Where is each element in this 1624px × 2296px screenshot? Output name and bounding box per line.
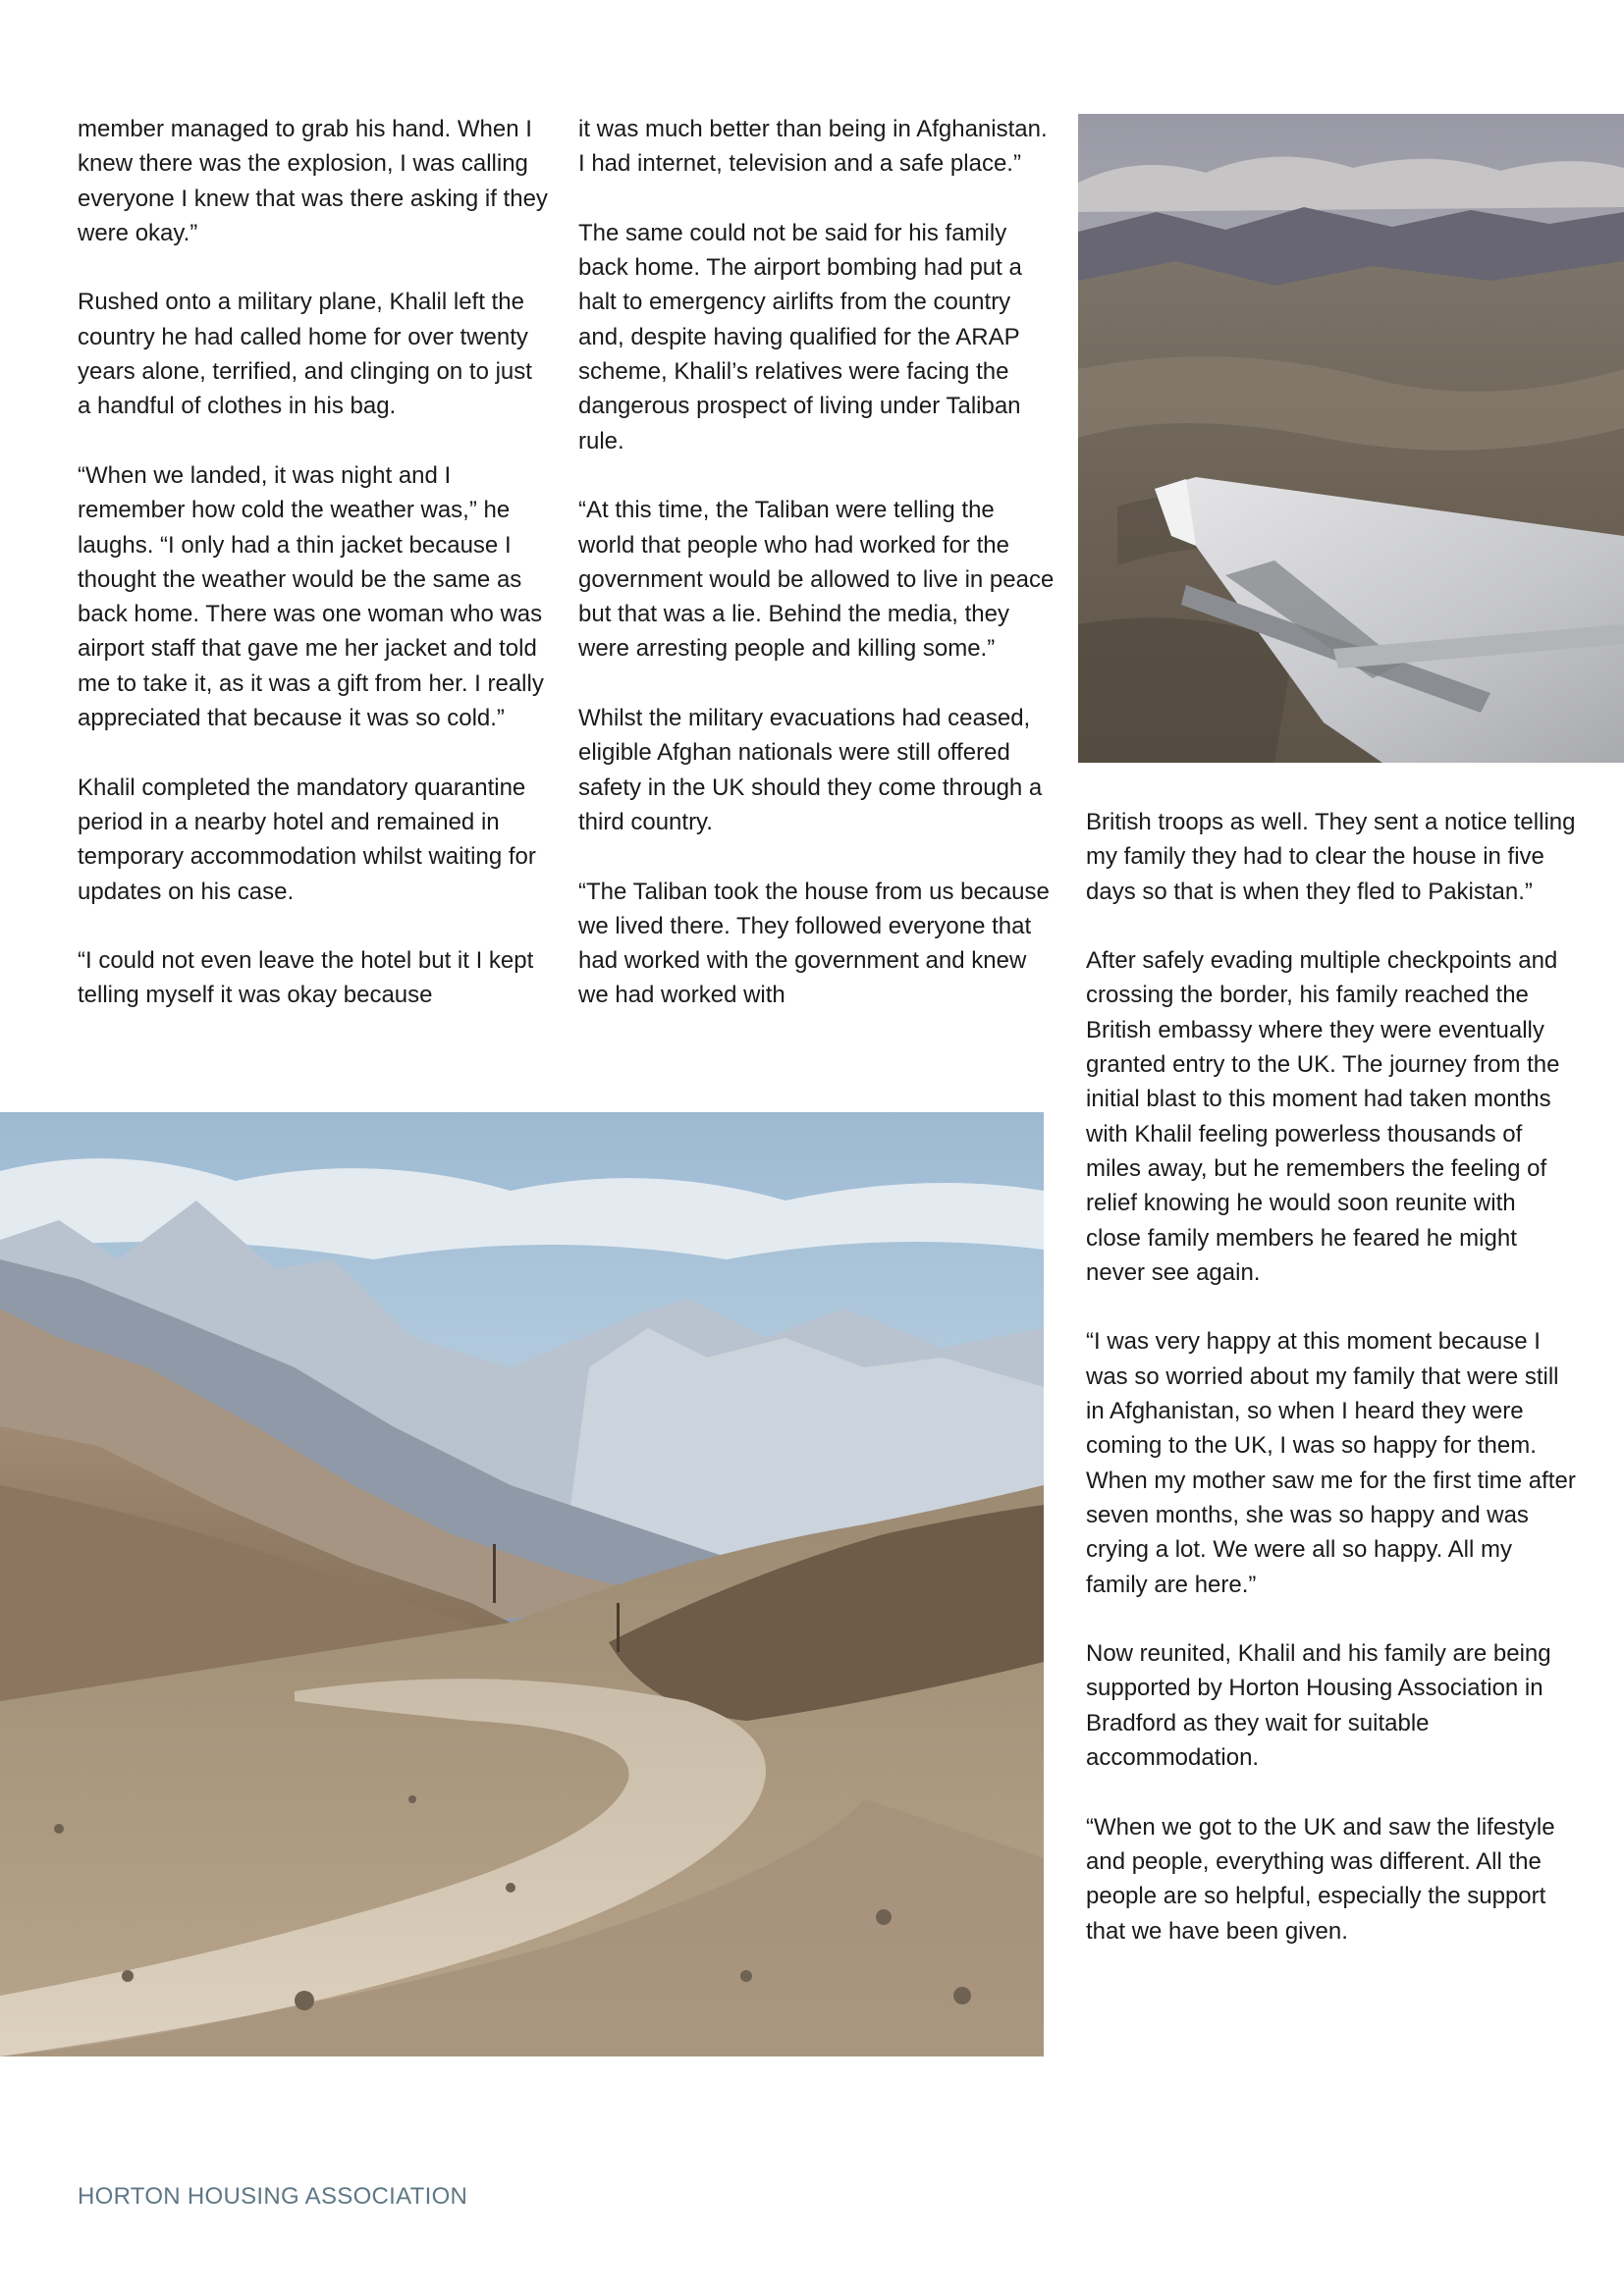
mountain-road-photo: [0, 1112, 1044, 2056]
paragraph: The same could not be said for his family back home. The airport bombing had put a halt to emergency airlifts from the country and, despite having qualified for the ARAP scheme, Khalil’s relatives were facing the dangerous prospect of living under Taliban rule.: [578, 219, 1022, 454]
article-column-2: [578, 112, 1056, 1047]
paragraph: “The Taliban took the house from us because we lived there. They followed everyone that had worked with the government and knew we had worked with: [578, 878, 1050, 1009]
paragraph: Now reunited, Khalil and his family are being supported by Horton Housing Association in Bradford as they wait for suitable accommodation.: [1086, 1640, 1551, 1772]
paragraph: Whilst the military evacuations had ceased, eligible Afghan nationals were still offered safety in the UK should they come through a third country.: [578, 705, 1043, 835]
mountain-road-illustration: [0, 1112, 1044, 2056]
paragraph: “When we got to the UK and saw the lifestyle and people, everything was different. All the people are so helpful, especially the support that we have been given.: [1086, 1813, 1555, 1945]
footer-organisation: HORTON HOUSING ASSOCIATION: [78, 2183, 468, 2210]
paragraph: Rushed onto a military plane, Khalil left the country he had called home for over twenty years alone, terrified, and clinging on to just a handful of clothes in his bag.: [78, 289, 532, 420]
article-column-1: [78, 112, 549, 1047]
paragraph: “When we landed, it was night and I remember how cold the weather was,” he laughs. “I only had a thin jacket because I thought the weather would be the same as back home. There was one woman who was airport staff that gave me her jacket and told me to take it, as it was a gift from her. I really appreciated that because it was so cold.”: [78, 461, 544, 732]
paragraph: “At this time, the Taliban were telling the world that people who had worked for the government would be allowed to live in peace but that was a lie. Behind the media, they were arresting people and killing some.”: [578, 497, 1055, 663]
airplane-wing-illustration: [1078, 114, 1624, 763]
paragraph: British troops as well. They sent a notice telling my family they had to clear the house in five days so that is when they fled to Pakistan.”: [1086, 809, 1576, 905]
paragraph: After safely evading multiple checkpoints and crossing the border, his family reached the British embassy where they were eventually granted entry to the UK. The journey from the initial blast to this moment had taken months with Khalil feeling powerless thousands of miles away, but he remembers the feeling of relief knowing he would soon reunite with close family members he feared he might never see again.: [1086, 947, 1560, 1286]
paragraph: “I could not even leave the hotel but it I kept telling myself it was okay because: [78, 947, 534, 1009]
paragraph: “I was very happy at this moment because I was so worried about my family that were still in Afghanistan, so when I heard they were coming to the UK, I was so happy for them. When my mother saw me for the first time after seven months, she was so happy and was crying a lot. We were all so happy. All my family are here.”: [1086, 1328, 1576, 1598]
airplane-wing-photo: [1078, 114, 1624, 763]
paragraph: Khalil completed the mandatory quarantine period in a nearby hotel and remained in temporary accommodation whilst waiting for updates on his case.: [78, 774, 536, 905]
paragraph: it was much better than being in Afghanistan. I had internet, television and a safe place.”: [578, 116, 1048, 178]
paragraph: member managed to grab his hand. When I knew there was the explosion, I was calling everyone I knew that was there asking if they were okay.”: [78, 116, 548, 246]
article-column-3: [1086, 805, 1577, 1983]
